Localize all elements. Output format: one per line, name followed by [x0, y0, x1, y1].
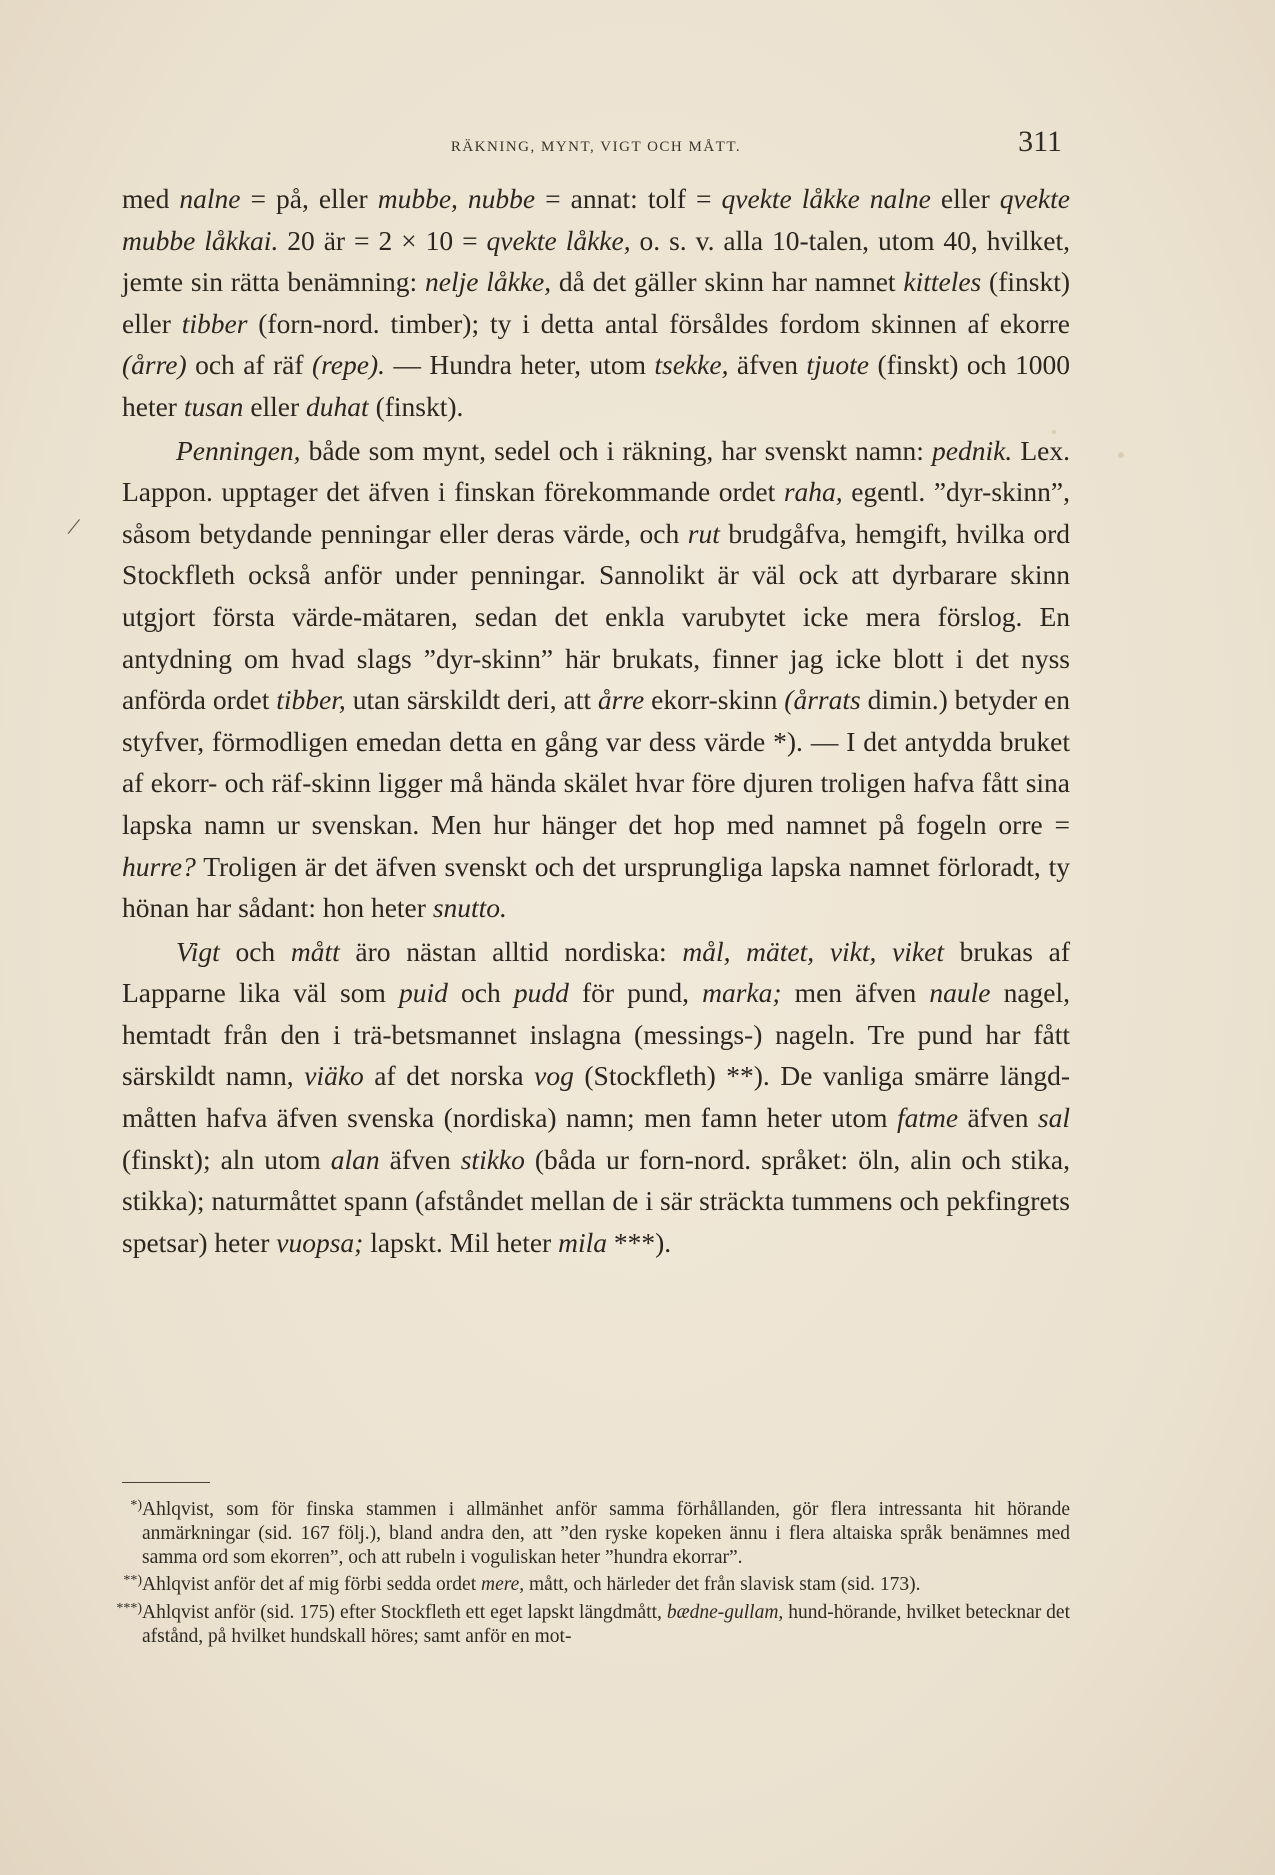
text-run: eller — [930, 183, 1000, 214]
paper-stain — [1052, 430, 1056, 434]
italic-term: tibber — [181, 307, 248, 339]
italic-term: mått — [290, 935, 340, 967]
text-run: (forn-nord. timber); ty i detta antal försåldes fordom skinnen af ekorre — [247, 307, 1070, 339]
italic-term: bædne-gullam, — [666, 1602, 784, 1624]
italic-term: vuopsa; — [276, 1226, 364, 1258]
text-run: och af räf — [186, 349, 312, 381]
text-run: äfven — [728, 349, 807, 381]
italic-term: Vigt — [176, 935, 220, 967]
italic-term: fatme — [896, 1102, 959, 1134]
text-run: (finskt) eller — [122, 266, 1070, 339]
text-run: Ahlqvist anför det af mig förbi sedda ordet — [142, 1574, 481, 1596]
italic-term: qvekte låkke nalne — [721, 183, 931, 214]
italic-term: mubbe, nubbe — [377, 183, 536, 214]
text-run: — Hundra heter, utom — [385, 349, 655, 381]
footnote-marker: **) — [123, 1573, 142, 1589]
italic-term: naule — [929, 977, 991, 1009]
text-run: (båda ur forn-nord. språket: öln, alin och stika, stikka); naturmåttet spann (afståndet mellan de i sär sträckta tummens och pekfingrets spetsar) heter — [122, 1143, 1070, 1258]
italic-term: nelje låkke, — [424, 266, 552, 298]
text-run: Troligen är det äfven svenskt och det ursprungliga lapska namnet förloradt, ty hönan har sådant: hon heter — [122, 850, 1070, 924]
text-run: ekorr-skinn — [644, 684, 785, 716]
italic-term: pudd — [513, 977, 569, 1009]
footnote — [116, 1601, 1070, 1649]
text-run: då det gäller skinn har namnet — [551, 266, 904, 298]
italic-term: nalne — [179, 183, 241, 214]
footnote-marker: ***) — [116, 1601, 142, 1617]
italic-term: marka; — [702, 977, 782, 1009]
italic-term: årre — [597, 684, 645, 716]
text-run: äfven — [958, 1102, 1038, 1134]
text-run: mått, och härleder det från slavisk stam (sid. 173). — [524, 1574, 921, 1596]
paragraph — [122, 931, 1070, 1264]
footnote — [122, 1498, 1070, 1569]
italic-term: qvekte låkke, — [486, 224, 631, 256]
text-run: och — [219, 935, 291, 967]
footnotes — [116, 1498, 1070, 1653]
italic-term: duhat — [306, 390, 369, 422]
margin-pencil-mark: / — [65, 511, 83, 542]
italic-term: (repe). — [311, 349, 386, 381]
italic-term: rut — [687, 517, 720, 549]
text-run: äro nästan alltid nordiska: — [339, 935, 683, 967]
text-run: dimin.) betyder en styfver, förmodligen emedan detta en gång var dess värde *). — I det antydda bruket af ekorr- och räf-skinn ligger må hända skälet hvar före djuren troligen hafva fått sina lapska namn ur svenskan. Men hur hänger det hop med namnet på fogeln orre = — [122, 684, 1070, 840]
italic-term: vog — [534, 1060, 574, 1092]
italic-term: (årre) — [122, 349, 187, 381]
body-text — [122, 178, 1070, 1263]
italic-term: stikko — [460, 1143, 525, 1175]
text-run: både som mynt, sedel och i räkning, har svenskt namn: — [300, 434, 933, 466]
paper-stain — [1118, 452, 1124, 458]
italic-term: Penningen, — [176, 434, 301, 466]
text-run: lapskt. Mil heter — [363, 1226, 559, 1258]
footnote — [122, 1573, 1070, 1597]
italic-term: tsekke, — [654, 349, 729, 381]
text-run: med — [122, 183, 180, 214]
running-head — [122, 125, 1070, 165]
italic-term: mila — [558, 1226, 607, 1258]
text-run: (Stockfleth) **). De vanliga smärre längd-måtten hafva äfven svenska (nordiska) namn; men famn heter utom — [122, 1060, 1070, 1134]
italic-term: raha, — [783, 476, 843, 508]
text-run: äfven — [379, 1143, 461, 1175]
text-run: och — [447, 977, 514, 1009]
page-number: 311 — [1018, 125, 1062, 158]
text-run: (finskt). — [368, 390, 464, 422]
italic-term: sal — [1037, 1102, 1070, 1134]
text-run: 20 är = 2 × 10 = — [278, 224, 487, 256]
italic-term: (årrats — [784, 684, 861, 716]
italic-term: pednik. — [932, 434, 1013, 466]
text-run: men äfven — [781, 977, 930, 1009]
italic-term: kitteles — [903, 266, 982, 298]
text-run: utan särskildt deri, att — [345, 684, 598, 716]
text-run: egentl. ”dyr-skinn”, såsom betydande penningar eller deras värde, och — [122, 476, 1070, 549]
text-run: brudgåfva, hemgift, hvilka ord Stockfleth också anför under penningar. Sannolikt är väl ock att dyrbarare skinn utgjort första värde-mätaren, sedan det enkla varubytet icke mera förslog. En antydning om hvad slags ”dyr-skinn” här brukats, finner jag icke blott i det nyss anförda ordet — [122, 517, 1070, 716]
running-title: RÄKNING, MYNT, VIGT OCH MÅTT. — [450, 139, 742, 155]
footnote-rule — [122, 1482, 210, 1483]
italic-term: tibber, — [276, 684, 346, 716]
text-run: eller — [243, 390, 307, 422]
text-run: hund-hörande, hvilket betecknar det afstånd, på hvilket hundskall höres; samt anför en mot- — [142, 1602, 1070, 1647]
text-run: (finskt) och 1000 heter — [122, 349, 1070, 422]
footnote-marker: *) — [130, 1498, 142, 1513]
paragraph — [122, 430, 1070, 929]
italic-term: mål, mätet, vikt, viket — [682, 935, 944, 967]
italic-term: mere, — [481, 1574, 525, 1596]
paragraph — [122, 178, 1070, 428]
italic-term: puid — [398, 977, 448, 1009]
italic-term: tjuote — [806, 349, 870, 381]
text-run: Ahlqvist, som för finska stammen i allmänhet anför samma förhållanden, gör flera intressanta hit hörande anmärkningar (sid. 167 följ.), bland andra den, att ”den ryske kopeken ännu i flera altaiska språk benämnes med samma ord som ekorren”, och att rubeln i voguliskan heter ”hundra ekorrar”. — [142, 1499, 1070, 1568]
italic-term: qvekte mubbe låkkai. — [122, 183, 1070, 256]
italic-term: viäko — [304, 1060, 364, 1092]
text-run: Lex. Lappon. upptager det äfven i finskan förekommande ordet — [122, 434, 1070, 508]
italic-term: hurre? — [122, 850, 196, 882]
text-run: Ahlqvist anför (sid. 175) efter Stockfleth ett eget lapskt längdmått, — [142, 1602, 667, 1624]
text-run: (finskt); aln utom — [122, 1143, 331, 1175]
text-run: af det norska — [363, 1060, 535, 1092]
text-run: ***). — [606, 1226, 672, 1258]
text-run: = på, eller — [240, 183, 378, 214]
italic-term: tusan — [183, 390, 244, 422]
italic-term: alan — [330, 1143, 380, 1175]
text-run: = annat: tolf = — [535, 183, 722, 214]
italic-term: snutto. — [432, 892, 507, 924]
text-run: brukas af Lapparne lika väl som — [122, 935, 1070, 1009]
text-run: nagel, hemtadt från den i trä-betsmannet inslagna (messings-) nageln. Tre pund har fått särskildt namn, — [122, 977, 1070, 1092]
text-run: o. s. v. alla 10-talen, utom 40, hvilket, jemte sin rätta benämning: — [122, 224, 1070, 298]
text-run: för pund, — [568, 977, 703, 1009]
